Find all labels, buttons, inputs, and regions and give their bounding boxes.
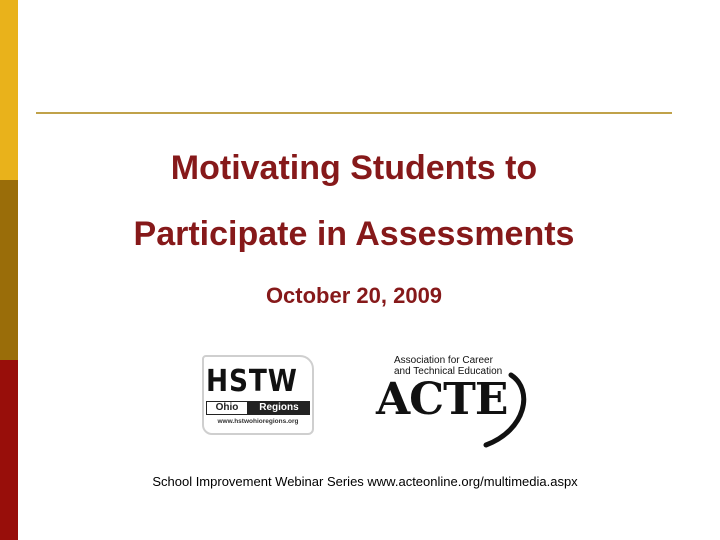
acte-association-line2: and Technical Education xyxy=(394,366,503,377)
hstw-logo-ohio: Ohio xyxy=(206,401,248,415)
side-bar-gold xyxy=(0,0,18,180)
slide-date: October 20, 2009 xyxy=(265,283,443,308)
hstw-logo-url: www.hstwohioregions.org xyxy=(217,418,299,425)
hstw-logo xyxy=(200,355,315,435)
slide-title-line1: Motivating Students to xyxy=(170,149,538,187)
acte-association-line1: Association for Career xyxy=(394,355,493,366)
title-rule xyxy=(36,112,672,114)
side-bar-brown xyxy=(0,180,18,360)
acte-logo-word: ACTE xyxy=(376,374,508,425)
side-bar-red xyxy=(0,360,18,540)
slide-footer: School Improvement Webinar Series www.acteonline.org/multimedia.aspx xyxy=(152,474,578,489)
slide-title-line2: Participate in Assessments xyxy=(133,215,575,253)
hstw-logo-regions: Regions xyxy=(248,401,310,415)
acte-logo xyxy=(376,355,536,450)
hstw-logo-bar xyxy=(206,401,310,415)
hstw-logo-word: HSTW xyxy=(206,364,298,399)
